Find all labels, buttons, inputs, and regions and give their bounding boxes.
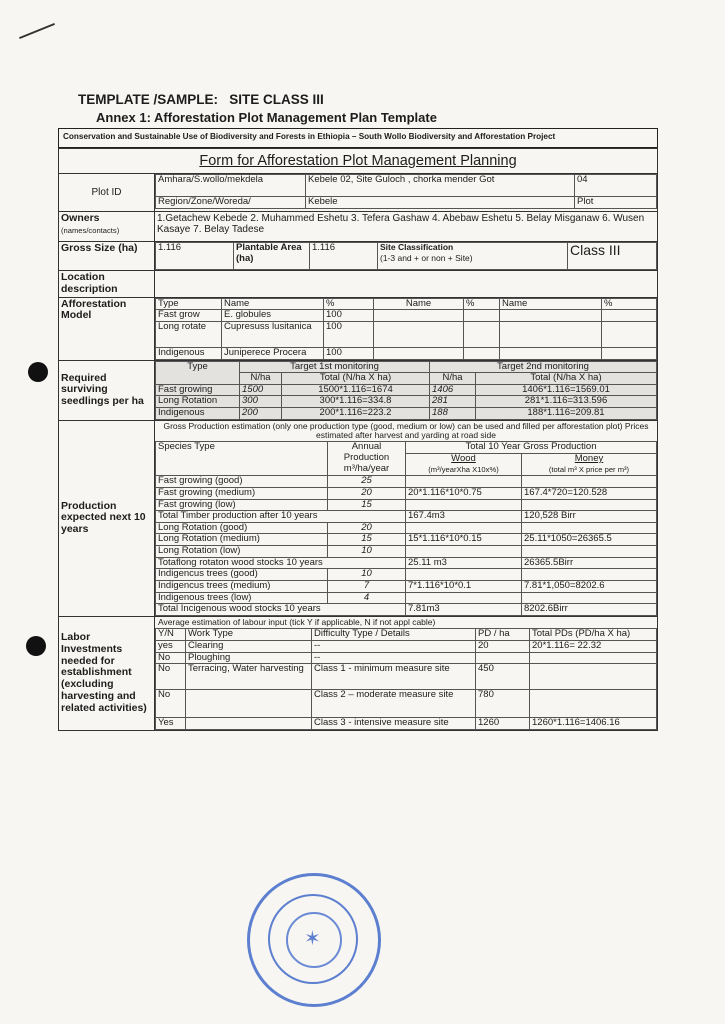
gross-size-label: Gross Size (ha) xyxy=(59,242,155,271)
emblem-icon: ✶ xyxy=(304,928,321,950)
labor-label: Labor Investments needed for establishment (excluding harvesting and related activities) xyxy=(59,616,155,730)
table-row: No Class 2 – moderate measure site 780 xyxy=(156,690,657,718)
site-classification-label: Site Classification (1-3 and + or non + Site) xyxy=(378,243,568,270)
table-row: Total Timber production after 10 years 167.4m3 120,528 Birr xyxy=(156,511,657,523)
region-label: Region/Zone/Woreda/ xyxy=(156,197,306,209)
production-note: Gross Production estimation (only one production type (good, medium or low) can be used and filled per afforestation plot) Prices estimated after harvest and yarding at road side xyxy=(163,420,649,441)
table-row: Long Rotation (medium) 15 15*1.116*10*0.15 25.11*1050=26365.5 xyxy=(156,534,657,546)
production-label: Production expected next 10 years xyxy=(59,420,155,616)
owners-value: 1.Getachew Kebede 2. Muhammed Eshetu 3. Tefera Gashaw 4. Abebaw Eshetu 5. Belay Misganaw 6. Wusen Kasaye 7. Belay Tadese xyxy=(155,212,658,242)
labor-table: Y/N Work Type Difficulty Type / Details PD / ha Total PDs (PD/ha X ha) yes Clearing -- 20 20*1.116= 22.32 No Ploughing -- No Terracing, Water harvesting Class 1 - minimum measure site 450 No Class 2 – moderate measure site 780 Yes Class 3 - intensive measure site 1260 1260*1.116=1406.16 xyxy=(155,628,657,730)
afforestation-header-row: Type Name % Name % Name % xyxy=(156,298,657,310)
table-row: Indigenous 200 200*1.116=223.2 188 188*1.116=209.81 xyxy=(156,408,657,420)
region-value: Amhara/S.wollo/mekdela xyxy=(156,175,306,197)
table-row: Fast growing (medium) 20 20*1.116*10*0.75 167.4*720=120.528 xyxy=(156,487,657,499)
plot-id-label: Plot ID xyxy=(59,174,155,212)
table-row: Total Incigenous wood stocks 10 years 7.81m3 8202.6Birr xyxy=(156,604,657,616)
location-value xyxy=(155,271,658,298)
seedlings-table: Type Target 1st monitoring Target 2nd monitoring N/ha Total (N/ha X ha) N/ha Total (N/ha X ha) Fast growing 1500 1500*1.116=1674 1406 1406*1.116=1569.01 Long Rotation 300 300*1.116=334.8 281 281*1.116=313.596 Indigenous 200 200*1.116=223.2 188 188*1.116=209.81 xyxy=(155,361,657,420)
table-row: Totaflong rotaton wood stocks 10 years 25.11 m3 26365.5Birr xyxy=(156,557,657,569)
punch-hole-bottom xyxy=(26,636,46,656)
form-frame xyxy=(58,128,658,731)
table-row: Yes Class 3 - intensive measure site 1260 1260*1.116=1406.16 xyxy=(156,718,657,730)
labor-note: Average estimation of labour input (tick Y if applicable, N if not appl cable) xyxy=(158,616,436,627)
table-row: Fast grow E. globules 100 xyxy=(156,310,657,322)
form-title: Form for Afforestation Plot Management Planning xyxy=(59,149,658,174)
table-row: No Ploughing -- xyxy=(156,652,657,664)
official-stamp-seal xyxy=(247,873,381,1007)
table-row: Indigencus trees (medium) 7 7*1.116*10*0.1 7.81*1,050=8202.6 xyxy=(156,580,657,592)
table-row: Fast growing (good) 25 xyxy=(156,476,657,488)
kebele-label: Kebele xyxy=(306,197,575,209)
owners-label: Owners (names/contacts) xyxy=(59,212,155,242)
template-heading: TEMPLATE /SAMPLE: SITE CLASS III xyxy=(78,92,324,107)
plantable-label: Plantable Area (ha) xyxy=(234,243,310,270)
production-table: Species Type Annual Production m³/ha/year Total 10 Year Gross Production Wood (m³/yearXha X10x%) Money (total m³ X price per m³) Fast growing (good) 25 Fast growing (medium) 20 20*1.116*10*0.75 167.4*720=120.528 Fast growing (low) 15 Total Timber production after 10 years 167.4m3 120,528 Birr Long Rotation (good) 20 Long Rotation (medium) 15 15*1.116*10*0.15 25.11*1050=26365.5 Long Rotation (low) 10 Totaflong rotaton wood stocks 10 years 25.11 m3 26365.5Birr Indigencus trees (good) 10 Indigencus trees (medium) 7 7*1.116*10*0.1 7.81*1,050=8202.6 Indigenous trees (low) 4 Total Incigenous wood stocks 10 years 7.81m3 8202.6Birr xyxy=(155,441,657,615)
table-row: Fast growing (low) 15 xyxy=(156,499,657,511)
table-row: Fast growing 1500 1500*1.116=1674 1406 1406*1.116=1569.01 xyxy=(156,384,657,396)
table-row: yes Clearing -- 20 20*1.116= 22.32 xyxy=(156,640,657,652)
afforestation-table xyxy=(155,298,657,360)
site-class-value: Class III xyxy=(568,243,657,270)
afforestation-model-label: Afforestation Model xyxy=(59,297,155,360)
table-row: Long rotate Cupresuss lusitanica 100 xyxy=(156,321,657,347)
table-row: Long Rotation (low) 10 xyxy=(156,546,657,558)
punch-hole-top xyxy=(28,362,48,382)
kebele-value: Kebele 02, Site Guloch , chorka mender Got xyxy=(306,175,575,197)
annex-title: Annex 1: Afforestation Plot Management Plan Template xyxy=(96,110,437,125)
table-row: Long Rotation 300 300*1.116=334.8 281 281*1.116=313.596 xyxy=(156,396,657,408)
table-row: Indigenous Juniperece Procera 100 xyxy=(156,347,657,359)
table-row: No Terracing, Water harvesting Class 1 - minimum measure site 450 xyxy=(156,664,657,690)
table-row: Indigencus trees (good) 10 xyxy=(156,569,657,581)
table-row: Indigenous trees (low) 4 xyxy=(156,592,657,604)
seedlings-label: Required surviving seedlings per ha xyxy=(59,360,155,420)
project-banner: Conservation and Sustainable Use of Biodiversity and Forests in Ethiopia – South Wollo Biodiversity and Afforestation Project xyxy=(58,128,658,148)
gross-size-value: 1.116 xyxy=(156,243,234,270)
plot-value: 04 xyxy=(575,175,657,197)
location-label: Location description xyxy=(59,271,155,298)
table-row: Long Rotation (good) 20 xyxy=(156,522,657,534)
plot-label: Plot xyxy=(575,197,657,209)
form-table xyxy=(58,148,658,731)
plantable-value: 1.116 xyxy=(310,243,378,270)
